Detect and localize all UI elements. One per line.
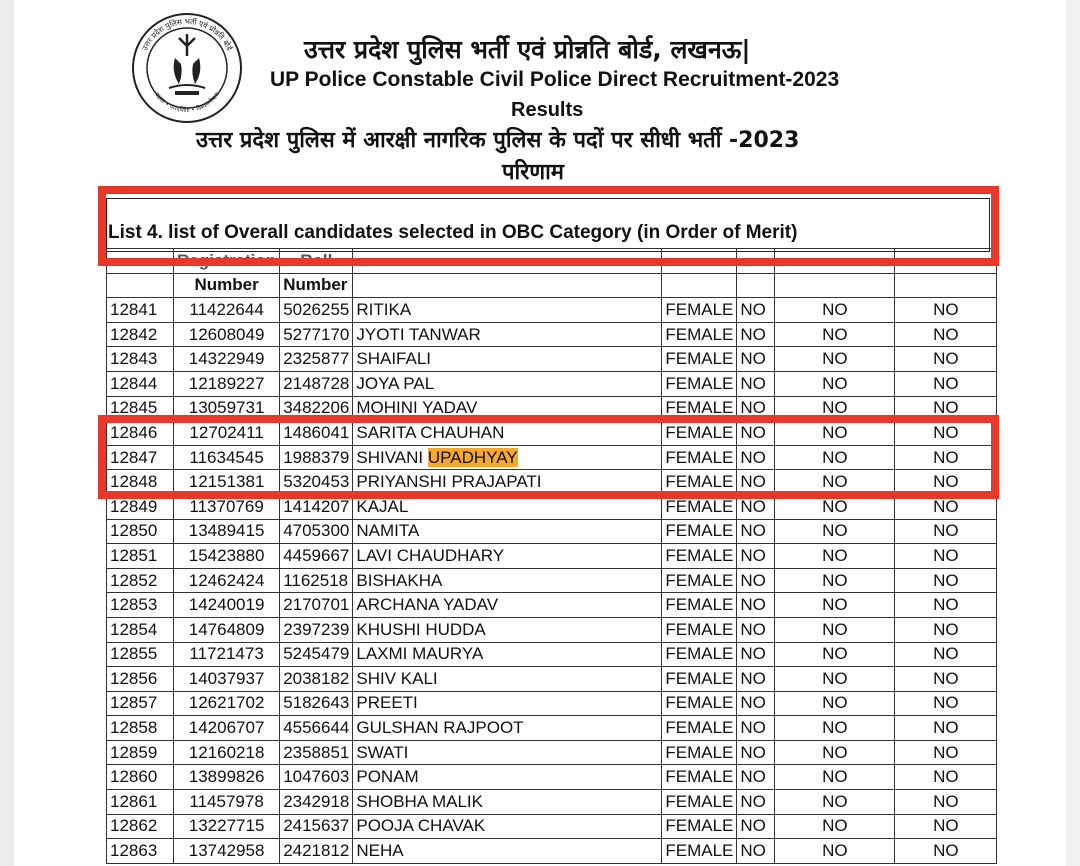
registration-number-cell: 12189227 xyxy=(174,371,280,396)
candidate-name-cell: NEHA xyxy=(353,839,662,864)
recruitment-title-english: UP Police Constable Civil Police Direct Recruitment-2023 xyxy=(270,68,840,91)
gender-cell: FEMALE xyxy=(662,667,737,692)
pet-cell: NO xyxy=(737,716,775,741)
gender-cell: FEMALE xyxy=(662,445,737,470)
freedom-fighter-cell: NO xyxy=(775,765,895,790)
serial-number-cell: 12859 xyxy=(107,740,174,765)
roll-number-cell: 2325877 xyxy=(280,347,353,372)
table-row xyxy=(107,322,997,347)
table-row xyxy=(107,568,997,593)
candidate-name-cell: ARCHANA YADAV xyxy=(353,593,662,618)
freedom-fighter-cell: NO xyxy=(775,568,895,593)
gender-cell: FEMALE xyxy=(662,691,737,716)
candidate-name-cell: LAVI CHAUDHARY xyxy=(353,544,662,569)
annotation-box-list-title xyxy=(98,186,999,266)
gender-cell: FEMALE xyxy=(662,322,737,347)
gender-cell: FEMALE xyxy=(662,716,737,741)
gender-cell: FEMALE xyxy=(662,396,737,421)
candidate-name-cell: SHIV KALI xyxy=(353,667,662,692)
home-guard-cell: NO xyxy=(895,445,997,470)
list-title: List 4. list of Overall candidates selected in OBC Category (in Order of Merit) xyxy=(108,222,798,243)
table-row xyxy=(107,814,997,839)
home-guard-cell: NO xyxy=(895,667,997,692)
header-registration: Registration xyxy=(174,249,280,274)
freedom-fighter-cell: NO xyxy=(775,617,895,642)
gender-cell: FEMALE xyxy=(662,568,737,593)
gender-cell: FEMALE xyxy=(662,470,737,495)
annotation-box-highlighted-rows xyxy=(98,415,999,499)
freedom-fighter-cell: NO xyxy=(775,371,895,396)
board-title-hindi: उत्तर प्रदेश पुलिस भर्ती एवं प्रोन्नति बोर्ड, लखनऊ| xyxy=(304,35,751,64)
gender-cell: FEMALE xyxy=(662,371,737,396)
roll-number-cell: 2397239 xyxy=(280,617,353,642)
roll-number-cell: 5182643 xyxy=(280,691,353,716)
pet-cell: NO xyxy=(737,445,775,470)
home-guard-cell: NO xyxy=(895,814,997,839)
roll-number-cell: 2342918 xyxy=(280,790,353,815)
candidate-first-name: SHIVANI xyxy=(356,447,424,467)
pet-cell: NO xyxy=(737,544,775,569)
freedom-fighter-cell: NO xyxy=(775,519,895,544)
freedom-fighter-cell: NO xyxy=(775,421,895,446)
table-row xyxy=(107,740,997,765)
registration-number-cell: 15423880 xyxy=(174,544,280,569)
home-guard-cell: NO xyxy=(895,839,997,864)
registration-number-cell: 14240019 xyxy=(174,593,280,618)
registration-number-cell: 11634545 xyxy=(174,445,280,470)
header-roll-number: Number xyxy=(280,273,353,298)
freedom-fighter-cell: NO xyxy=(775,667,895,692)
serial-number-cell: 12852 xyxy=(107,568,174,593)
registration-number-cell: 14037937 xyxy=(174,667,280,692)
gender-cell: FEMALE xyxy=(662,790,737,815)
candidate-name-cell: NAMITA xyxy=(353,519,662,544)
freedom-fighter-cell: NO xyxy=(775,839,895,864)
serial-number-cell: 12849 xyxy=(107,494,174,519)
home-guard-cell: NO xyxy=(895,716,997,741)
home-guard-cell: NO xyxy=(895,421,997,446)
pet-cell: NO xyxy=(737,765,775,790)
roll-number-cell: 5277170 xyxy=(280,322,353,347)
serial-number-cell: 12860 xyxy=(107,765,174,790)
gender-cell: FEMALE xyxy=(662,740,737,765)
pet-cell: NO xyxy=(737,667,775,692)
registration-number-cell: 12462424 xyxy=(174,568,280,593)
serial-number-cell: 12857 xyxy=(107,691,174,716)
registration-number-cell: 14322949 xyxy=(174,347,280,372)
results-table xyxy=(106,248,997,864)
home-guard-cell: NO xyxy=(895,371,997,396)
home-guard-cell: NO xyxy=(895,298,997,323)
roll-number-cell: 1047603 xyxy=(280,765,353,790)
pet-cell: NO xyxy=(737,568,775,593)
roll-number-cell: 1162518 xyxy=(280,568,353,593)
registration-number-cell: 11422644 xyxy=(174,298,280,323)
home-guard-cell: NO xyxy=(895,790,997,815)
serial-number-cell: 12847 xyxy=(107,445,174,470)
table-row xyxy=(107,298,997,323)
roll-number-cell: 4705300 xyxy=(280,519,353,544)
results-label-hindi: परिणाम xyxy=(502,160,564,185)
roll-number-cell: 3482206 xyxy=(280,396,353,421)
candidate-name-cell: JOYA PAL xyxy=(353,371,662,396)
serial-number-cell: 12854 xyxy=(107,617,174,642)
candidate-name-cell: GULSHAN RAJPOOT xyxy=(353,716,662,741)
freedom-fighter-cell: NO xyxy=(775,322,895,347)
home-guard-cell: NO xyxy=(895,396,997,421)
gender-cell: FEMALE xyxy=(662,839,737,864)
freedom-fighter-cell: NO xyxy=(775,347,895,372)
candidate-name-cell: KHUSHI HUDDA xyxy=(353,617,662,642)
serial-number-cell: 12861 xyxy=(107,790,174,815)
emblem-ring-text-top: उत्तर प्रदेश पुलिस भर्ती एवं प्रोन्नति बोर्ड xyxy=(140,16,234,52)
gender-cell: FEMALE xyxy=(662,494,737,519)
pet-cell: NO xyxy=(737,691,775,716)
freedom-fighter-cell: NO xyxy=(775,494,895,519)
pet-cell: NO xyxy=(737,421,775,446)
emblem-ring-text-bottom: दक्षता • पारदर्शिता • विश्वसनीयता xyxy=(153,91,221,115)
gender-cell: FEMALE xyxy=(662,617,737,642)
viewer-left-margin xyxy=(0,0,15,866)
pet-cell: NO xyxy=(737,593,775,618)
home-guard-cell: NO xyxy=(895,544,997,569)
candidate-name-cell: RITIKA xyxy=(353,298,662,323)
results-label: Results xyxy=(511,99,584,121)
pet-cell: NO xyxy=(737,494,775,519)
pet-cell: NO xyxy=(737,642,775,667)
pet-cell: NO xyxy=(737,396,775,421)
pet-cell: NO xyxy=(737,740,775,765)
roll-number-cell: 5026255 xyxy=(280,298,353,323)
table-row xyxy=(107,519,997,544)
table-row xyxy=(107,667,997,692)
roll-number-cell: 5245479 xyxy=(280,642,353,667)
roll-number-cell: 1988379 xyxy=(280,445,353,470)
roll-number-cell: 2170701 xyxy=(280,593,353,618)
freedom-fighter-cell: NO xyxy=(775,593,895,618)
table-row xyxy=(107,617,997,642)
candidate-name-cell: SWATI xyxy=(353,740,662,765)
serial-number-cell: 12845 xyxy=(107,396,174,421)
registration-number-cell: 12702411 xyxy=(174,421,280,446)
pet-cell: NO xyxy=(737,519,775,544)
gender-cell: FEMALE xyxy=(662,347,737,372)
serial-number-cell: 12843 xyxy=(107,347,174,372)
registration-number-cell: 13742958 xyxy=(174,839,280,864)
roll-number-cell: 1486041 xyxy=(280,421,353,446)
header-registration-number: Number xyxy=(174,273,280,298)
table-row xyxy=(107,544,997,569)
gender-cell: FEMALE xyxy=(662,593,737,618)
roll-number-cell: 2358851 xyxy=(280,740,353,765)
roll-number-cell: 2148728 xyxy=(280,371,353,396)
pet-cell: NO xyxy=(737,814,775,839)
registration-number-cell: 13899826 xyxy=(174,765,280,790)
freedom-fighter-cell: NO xyxy=(775,790,895,815)
registration-number-cell: 14764809 xyxy=(174,617,280,642)
freedom-fighter-cell: NO xyxy=(775,544,895,569)
gender-cell: FEMALE xyxy=(662,421,737,446)
freedom-fighter-cell: NO xyxy=(775,814,895,839)
candidate-name-cell: PRIYANSHI PRAJAPATI xyxy=(353,470,662,495)
table-row xyxy=(107,839,997,864)
freedom-fighter-cell: NO xyxy=(775,642,895,667)
roll-number-cell: 2421812 xyxy=(280,839,353,864)
pet-cell: NO xyxy=(737,617,775,642)
candidate-name-cell: SHAIFALI xyxy=(353,347,662,372)
home-guard-cell: NO xyxy=(895,593,997,618)
serial-number-cell: 12855 xyxy=(107,642,174,667)
home-guard-cell: NO xyxy=(895,691,997,716)
gender-cell: FEMALE xyxy=(662,298,737,323)
candidate-name-cell: POOJA CHAVAK xyxy=(353,814,662,839)
candidate-name-cell: PONAM xyxy=(353,765,662,790)
registration-number-cell: 11370769 xyxy=(174,494,280,519)
serial-number-cell: 12850 xyxy=(107,519,174,544)
home-guard-cell: NO xyxy=(895,617,997,642)
recruitment-title-hindi: उत्तर प्रदेश पुलिस में आरक्षी नागरिक पुलिस के पदों पर सीधी भर्ती -2023 xyxy=(196,128,800,153)
freedom-fighter-cell: NO xyxy=(775,716,895,741)
serial-number-cell: 12863 xyxy=(107,839,174,864)
table-row xyxy=(107,371,997,396)
candidate-name-cell: BISHAKHA xyxy=(353,568,662,593)
freedom-fighter-cell: NO xyxy=(775,298,895,323)
serial-number-cell: 12844 xyxy=(107,371,174,396)
serial-number-cell: 12846 xyxy=(107,421,174,446)
serial-number-cell: 12856 xyxy=(107,667,174,692)
roll-number-cell: 1414207 xyxy=(280,494,353,519)
pet-cell: NO xyxy=(737,371,775,396)
highlighted-surname: UPADHYAY xyxy=(427,447,518,467)
gender-cell: FEMALE xyxy=(662,544,737,569)
serial-number-cell: 12848 xyxy=(107,470,174,495)
pet-cell: NO xyxy=(737,790,775,815)
home-guard-cell: NO xyxy=(895,740,997,765)
roll-number-cell: 2415637 xyxy=(280,814,353,839)
gender-cell: FEMALE xyxy=(662,814,737,839)
home-guard-cell: NO xyxy=(895,347,997,372)
registration-number-cell: 12608049 xyxy=(174,322,280,347)
registration-number-cell: 12160218 xyxy=(174,740,280,765)
candidate-name-cell: JYOTI TANWAR xyxy=(353,322,662,347)
table-row xyxy=(107,716,997,741)
registration-number-cell: 12621702 xyxy=(174,691,280,716)
header-roll: Roll xyxy=(280,249,353,274)
pet-cell: NO xyxy=(737,322,775,347)
freedom-fighter-cell: NO xyxy=(775,396,895,421)
pet-cell: NO xyxy=(737,470,775,495)
candidate-name-cell: LAXMI MAURYA xyxy=(353,642,662,667)
serial-number-cell: 12853 xyxy=(107,593,174,618)
up-police-board-emblem xyxy=(131,12,243,124)
roll-number-cell: 4459667 xyxy=(280,544,353,569)
registration-number-cell: 13059731 xyxy=(174,396,280,421)
freedom-fighter-cell: NO xyxy=(775,740,895,765)
registration-number-cell: 11457978 xyxy=(174,790,280,815)
registration-number-cell: 13489415 xyxy=(174,519,280,544)
candidate-name-cell: KAJAL xyxy=(353,494,662,519)
registration-number-cell: 13227715 xyxy=(174,814,280,839)
table-row xyxy=(107,691,997,716)
home-guard-cell: NO xyxy=(895,568,997,593)
home-guard-cell: NO xyxy=(895,322,997,347)
candidate-name-cell: PREETI xyxy=(353,691,662,716)
roll-number-cell: 5320453 xyxy=(280,470,353,495)
freedom-fighter-cell: NO xyxy=(775,470,895,495)
roll-number-cell: 4556644 xyxy=(280,716,353,741)
gender-cell: FEMALE xyxy=(662,765,737,790)
table-header-row-2 xyxy=(107,273,997,298)
pdf-page xyxy=(14,0,1066,866)
home-guard-cell: NO xyxy=(895,494,997,519)
table-row xyxy=(107,593,997,618)
home-guard-cell: NO xyxy=(895,519,997,544)
home-guard-cell: NO xyxy=(895,642,997,667)
candidate-name-cell: MOHINI YADAV xyxy=(353,396,662,421)
freedom-fighter-cell: NO xyxy=(775,691,895,716)
table-row xyxy=(107,765,997,790)
candidate-name-cell: SARITA CHAUHAN xyxy=(353,421,662,446)
gender-cell: FEMALE xyxy=(662,519,737,544)
roll-number-cell: 2038182 xyxy=(280,667,353,692)
freedom-fighter-cell: NO xyxy=(775,445,895,470)
serial-number-cell: 12841 xyxy=(107,298,174,323)
gender-cell: FEMALE xyxy=(662,642,737,667)
registration-number-cell: 14206707 xyxy=(174,716,280,741)
serial-number-cell: 12842 xyxy=(107,322,174,347)
table-row xyxy=(107,642,997,667)
table-row xyxy=(107,790,997,815)
home-guard-cell: NO xyxy=(895,470,997,495)
pet-cell: NO xyxy=(737,839,775,864)
serial-number-cell: 12858 xyxy=(107,716,174,741)
serial-number-cell: 12851 xyxy=(107,544,174,569)
pet-cell: NO xyxy=(737,347,775,372)
registration-number-cell: 11721473 xyxy=(174,642,280,667)
table-row xyxy=(107,347,997,372)
candidate-name-cell: SHOBHA MALIK xyxy=(353,790,662,815)
serial-number-cell: 12862 xyxy=(107,814,174,839)
pet-cell: NO xyxy=(737,298,775,323)
registration-number-cell: 12151381 xyxy=(174,470,280,495)
home-guard-cell: NO xyxy=(895,765,997,790)
